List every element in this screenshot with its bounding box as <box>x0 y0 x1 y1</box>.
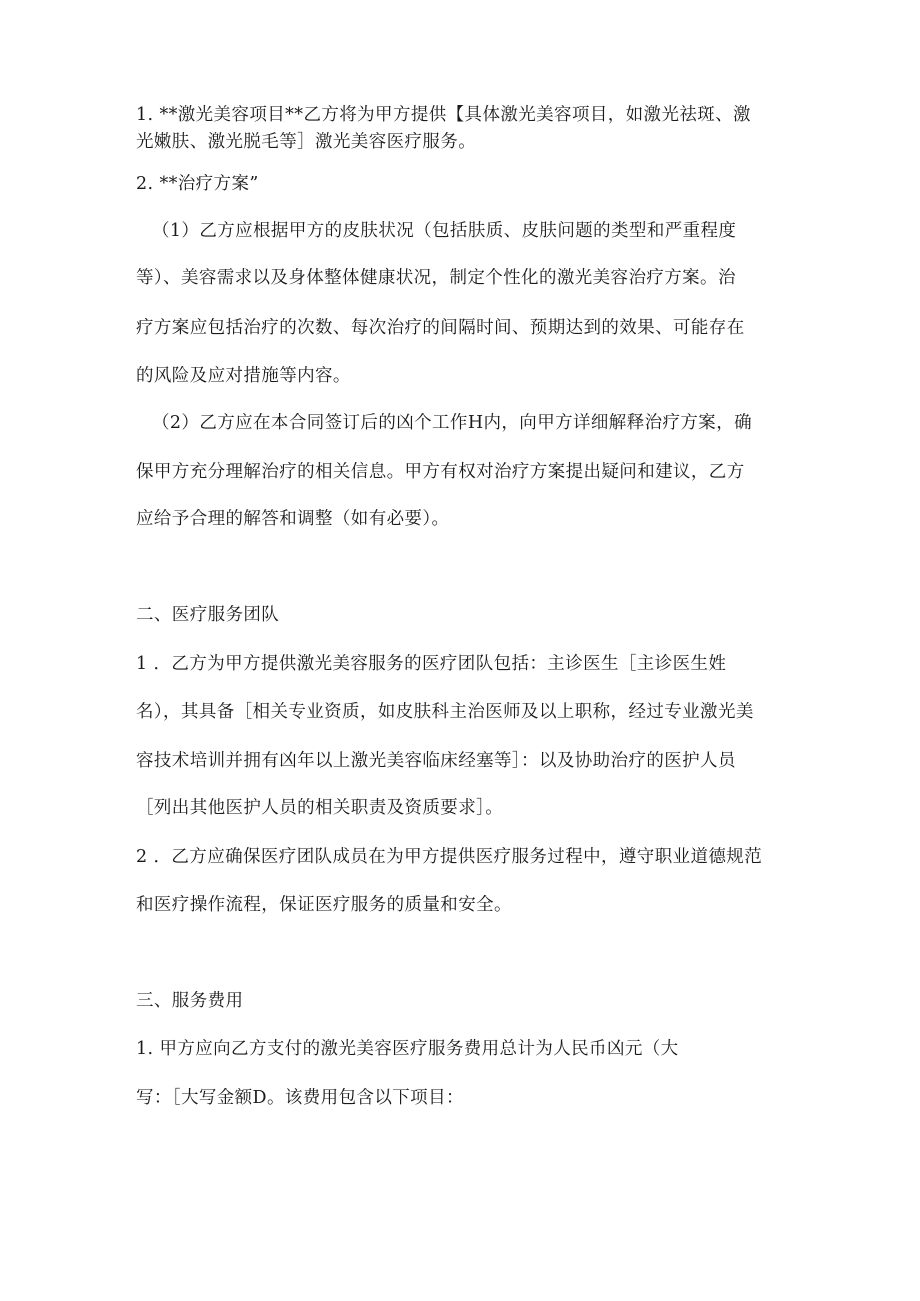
section1-sub2-line1: （2）乙方应在本合同签订后的凶个工作H内，向甲方详细解释治疗方案，确 <box>152 413 752 433</box>
section3-item1-line2: 写：［大写金额D。该费用包含以下项目： <box>136 1088 464 1108</box>
section2-item1-line1: 1 ．乙方为甲方提供激光美容服务的医疗团队包括：主诊医生［主诊医生姓 <box>136 654 727 674</box>
section2-item2-line1: 2 ．乙方应确保医疗团队成员在为甲方提供医疗服务过程中，遵守职业道德规范 <box>136 847 763 867</box>
section1-sub1-line2: 等）、美容需求以及身体整体健康状况，制定个性化的激光美容治疗方案。治 <box>136 268 736 288</box>
section2-item1-line2: 名），其具备［相关专业资质，如皮肤科主治医师及以上职称，经过专业激光美 <box>136 702 754 722</box>
section2-heading: 二、医疗服务团队 <box>136 605 280 625</box>
section1-sub1-line4: 的风险及应对措施等内容。 <box>136 366 351 386</box>
section1-sub2-line3: 应给予合理的解答和调整（如有必要）。 <box>136 509 450 529</box>
section1-item1-line1: 1. **激光美容项目**乙方将为甲方提供【具体激光美容项目，如激光祛斑、激 <box>136 105 751 125</box>
section3-heading: 三、服务费用 <box>136 991 244 1011</box>
section1-item2-title: 2. **治疗方案” <box>136 174 259 194</box>
section2-item2-line2: 和医疗操作流程，保证医疗服务的质量和安全。 <box>136 895 512 915</box>
section2-item1-line4: ［列出其他医护人员的相关职责及资质要求］。 <box>136 798 504 818</box>
section1-sub2-line2: 保甲方充分理解治疗的相关信息。甲方有权对治疗方案提出疑问和建议，乙方 <box>136 462 745 482</box>
section3-item1-line1: 1. 甲方应向乙方支付的激光美容医疗服务费用总计为人民币凶元（大 <box>136 1039 679 1059</box>
section2-item1-line3: 容技术培训并拥有凶年以上激光美容临床经塞等］：以及协助治疗的医护人员 <box>136 751 736 771</box>
section1-sub1-line3: 疗方案应包括治疗的次数、每次治疗的间隔时间、预期达到的效果、可能存在 <box>136 318 745 338</box>
section1-item1-line2: 光嫩肤、激光脱毛等］激光美容医疗服务。 <box>136 132 477 152</box>
section1-sub1-line1: （1）乙方应根据甲方的皮肤状况（包括肤质、皮肤问题的类型和严重程度 <box>152 221 737 241</box>
